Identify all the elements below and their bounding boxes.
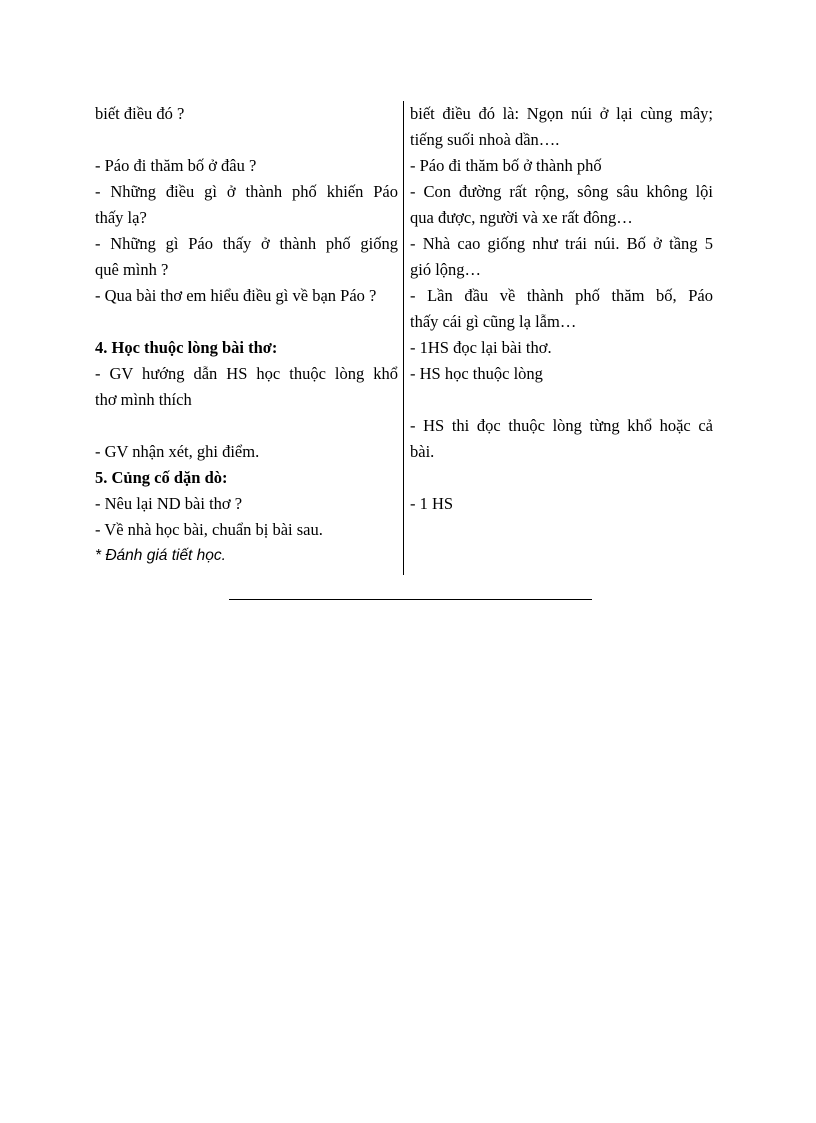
left-line-6a: - GV hướng dẫn HS học thuộc lòng khổ <box>95 364 398 383</box>
blank-line <box>410 387 713 413</box>
right-line-8a: - HS thi đọc thuộc lòng từng khổ hoặc cả <box>410 416 713 435</box>
right-line-8b: bài. <box>410 442 435 461</box>
left-line-6b: thơ mình thích <box>95 390 192 409</box>
left-line-3b: thấy lạ? <box>95 208 147 227</box>
left-line-1: biết điều đó ? <box>95 104 185 123</box>
left-line-4a: - Những gì Páo thấy ở thành phố giống <box>95 234 398 253</box>
right-line-4b: gió lộng… <box>410 260 482 279</box>
right-line-4a: - Nhà cao giống như trái núi. Bố ở tầng 5 <box>410 234 713 253</box>
left-line-8: - Nêu lại ND bài thơ ? <box>95 494 243 513</box>
blank-line <box>95 309 398 335</box>
blank-line <box>410 465 713 491</box>
right-line-6: - 1HS đọc lại bài thơ. <box>410 338 552 357</box>
student-activities-column <box>410 101 713 517</box>
section-heading-4: 4. Học thuộc lòng bài thơ: <box>95 338 278 357</box>
right-line-7: - HS học thuộc lòng <box>410 364 543 383</box>
left-line-9: - Về nhà học bài, chuẩn bị bài sau. <box>95 520 323 539</box>
blank-line <box>95 127 398 153</box>
right-line-3b: qua được, người và xe rất đông… <box>410 208 633 227</box>
right-line-5b: thấy cái gì cũng lạ lẫm… <box>410 312 577 331</box>
right-line-1b: tiếng suối nhoà dần…. <box>410 130 560 149</box>
right-line-2: - Páo đi thăm bố ở thành phố <box>410 156 602 175</box>
right-line-3a: - Con đường rất rộng, sông sâu không lội <box>410 182 713 201</box>
left-line-3a: - Những điều gì ở thành phố khiến Páo <box>95 182 398 201</box>
left-line-5: - Qua bài thơ em hiểu điều gì về bạn Páo ? <box>95 286 377 305</box>
left-line-4b: quê mình ? <box>95 260 169 279</box>
left-line-7: - GV nhận xét, ghi điểm. <box>95 442 260 461</box>
column-divider <box>403 101 404 575</box>
end-of-section-rule <box>229 599 592 600</box>
lesson-evaluation-note: * Đánh giá tiết học. <box>95 547 226 564</box>
section-heading-5: 5. Củng cố dặn dò: <box>95 468 228 487</box>
left-line-2: - Páo đi thăm bố ở đâu ? <box>95 156 257 175</box>
right-line-1a: biết điều đó là: Ngọn núi ở lại cùng mây; <box>410 104 713 123</box>
teacher-activities-column <box>95 101 398 569</box>
right-line-9: - 1 HS <box>410 494 454 513</box>
blank-line <box>95 413 398 439</box>
right-line-5a: - Lần đầu về thành phố thăm bố, Páo <box>410 286 713 305</box>
